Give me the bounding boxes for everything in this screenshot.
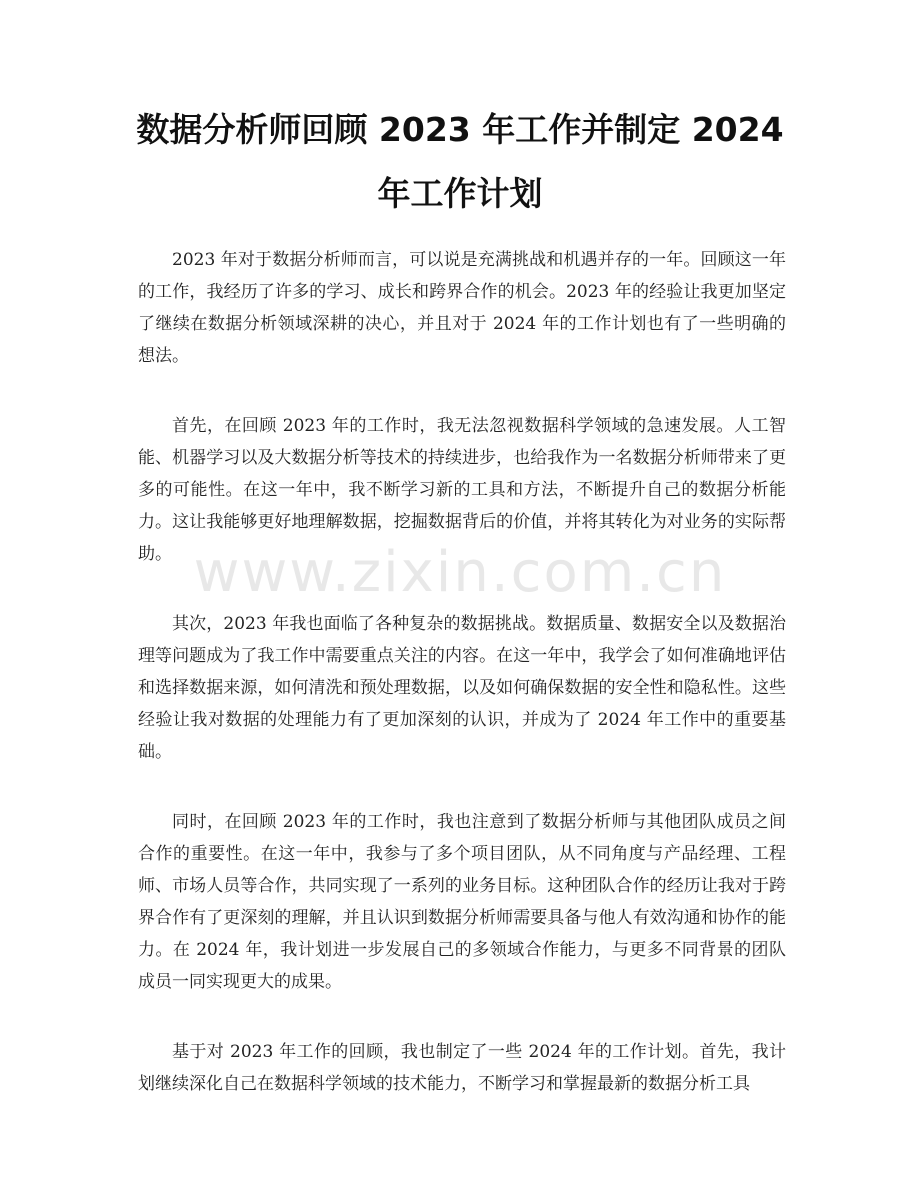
paragraph-data-challenges: 其次，2023 年我也面临了各种复杂的数据挑战。数据质量、数据安全以及数据治理等问题成为了我工作中需要重点关注的内容。在这一年中，我学会了如何准确地评估和选择数据来源，如何清洗和预处理数据，以及如何确保数据的安全性和隐私性。这些经验让我对数据的处理能力有了更加深刻的认识，并成为了 2024 年工作中的重要基础。 xyxy=(138,614,786,762)
watermark: www.zixin.com.cn xyxy=(193,540,727,605)
paragraph-2024-plan: 基于对 2023 年工作的回顾，我也制定了一些 2024 年的工作计划。首先，我计划继续深化自己在数据科学领域的技术能力，不断学习和掌握最新的数据分析工具 xyxy=(138,1042,786,1094)
document-body xyxy=(138,244,786,1138)
document-title: 数据分析师回顾 2023 年工作并制定 2024 年工作计划 xyxy=(136,110,784,213)
paragraph-intro: 2023 年对于数据分析师而言，可以说是充满挑战和机遇并存的一年。回顾这一年的工作，我经历了许多的学习、成长和跨界合作的机会。2023 年的经验让我更加坚定了继续在数据分析领域深耕的决心，并且对于 2024 年的工作计划也有了一些明确的想法。 xyxy=(138,250,786,366)
paragraph-tech-development: 首先，在回顾 2023 年的工作时，我无法忽视数据科学领域的急速发展。人工智能、机器学习以及大数据分析等技术的持续进步，也给我作为一名数据分析师带来了更多的可能性。在这一年中，我不断学习新的工具和方法，不断提升自己的数据分析能力。这让我能够更好地理解数据，挖掘数据背后的价值，并将其转化为对业务的实际帮助。 xyxy=(138,416,786,564)
paragraph-team-collaboration: 同时，在回顾 2023 年的工作时，我也注意到了数据分析师与其他团队成员之间合作的重要性。在这一年中，我参与了多个项目团队，从不同角度与产品经理、工程师、市场人员等合作，共同实现了一系列的业务目标。这种团队合作的经历让我对于跨界合作有了更深刻的理解，并且认识到数据分析师需要具备与他人有效沟通和协作的能力。在 2024 年，我计划进一步发展自己的多领域合作能力，与更多不同背景的团队成员一同实现更大的成果。 xyxy=(138,812,786,992)
